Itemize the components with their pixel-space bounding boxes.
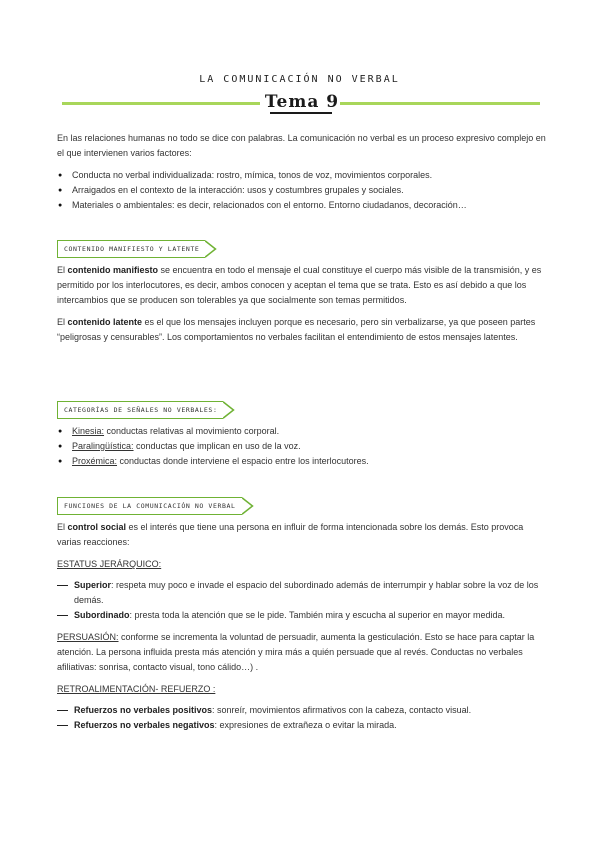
tag-arrow-icon [223,401,235,419]
subheading-retroalimentacion: RETROALIMENTACIÓN- REFUERZO : [57,684,216,694]
intro-bullet: ● Arraigados en el contexto de la interacción: usos y costumbres grupales y sociales. [57,183,547,198]
retro-item: Refuerzos no verbales negativos: expresiones de extrañeza o evitar la mirada. [57,718,547,733]
estatus-list [57,578,547,623]
section-tag-label: CONTENIDO MANIFIESTO Y LATENTE [57,240,205,258]
intro-bullet-list [57,168,547,213]
categoria-item: ● Paralingüística: conductas que implican en uso de la voz. [57,439,547,454]
title-decoration-bar-left [62,102,260,105]
section-tag-funciones [57,497,254,515]
section-contenido [57,263,547,345]
term-proxemica: Proxémica: [72,456,118,466]
estatus-item: Superior: respeta muy poco e invade el espacio del subordinado además de interrumpir y hablar sobre la voz de los demás. [57,578,547,608]
categoria-item: ● Proxémica: conductas donde interviene el espacio entre los interlocutores. [57,454,547,469]
tema-heading: Tema 9 [264,92,340,112]
categoria-item: ● Kinesia: conductas relativas al movimiento corporal. [57,424,547,439]
term-contenido-manifiesto: contenido manifiesto [67,265,159,275]
section-tag-label: FUNCIONES DE LA COMUNICACIÓN NO VERBAL [57,497,242,515]
section-funciones [57,520,547,733]
term-kinesia: Kinesia: [72,426,105,436]
subheading-estatus: ESTATUS JERÁRQUICO: [57,559,162,569]
paragraph-control-social: El control social es el interés que tiene una persona en influir de forma intencionada sobre los demás. Esto provoca varias reacciones: [57,522,524,547]
section-tag-label: CATEGORÍAS DE SEÑALES NO VERBALES: [57,401,223,419]
categorias-list [57,424,547,469]
paragraph-manifiesto: El contenido manifiesto se encuentra en todo el mensaje el cual constituye el cuerpo más visible de la transmisión, y es permitido por los interlocutores, es decir, ambos conocen y aceptan el tema que se trata. Esto es así debido a que los intercambios que se producen son tolerables ya que socialmente son temas permitidos. [57,265,542,305]
term-superior: Superior [74,580,112,590]
page-title: LA COMUNICACIÓN NO VERBAL [199,74,400,85]
title-decoration-bar-right [340,102,540,105]
section-tag-contenido [57,240,217,258]
estatus-item: Subordinado: presta toda la atención que se le pide. También mira y escucha al superior en mayor medida. [57,608,547,623]
intro-bullet: ● Materiales o ambientales: es decir, relacionados con el entorno. Entorno ciudadanos, decoración… [57,198,547,213]
term-contenido-latente: contenido latente [67,317,143,327]
intro-section [57,131,547,213]
section-tag-categorias [57,401,235,419]
retro-list [57,703,547,733]
term-paralinguistica: Paralingüística: [72,441,134,451]
tag-arrow-icon [242,497,254,515]
paragraph-latente: El contenido latente es el que los mensajes incluyen porque es necesario, pero sin verbalizarse, ya que poseen partes “peligrosas y censurables”. Los comportamientos no verbales facilitan el entendimiento de estos mensajes latentes. [57,317,536,342]
term-refuerzos-negativos: Refuerzos no verbales negativos [74,720,215,730]
tag-arrow-icon [205,240,217,258]
term-subordinado: Subordinado [74,610,130,620]
subheading-persuasion: PERSUASIÓN: [57,632,119,642]
tema-underline [270,112,332,114]
intro-bullet: ● Conducta no verbal individualizada: rostro, mímica, tonos de voz, movimientos corporales. [57,168,547,183]
section-categorias [57,424,547,469]
paragraph-persuasion: PERSUASIÓN: conforme se incrementa la voluntad de persuadir, aumenta la gesticulación. Esto se hace para captar la atención. La persona influida presta más atención y mira más a quién persuade que al revés. Conductas no verbales afiliativas: sonrisa, contacto visual, tono cálido…) . [57,632,535,672]
term-control-social: control social [67,522,127,532]
term-refuerzos-positivos: Refuerzos no verbales positivos [74,705,213,715]
intro-paragraph: En las relaciones humanas no todo se dice con palabras. La comunicación no verbal es un proceso expresivo complejo en el que intervienen varios factores: [57,133,546,158]
retro-item: Refuerzos no verbales positivos: sonreír, movimientos afirmativos con la cabeza, contacto visual. [57,703,547,718]
